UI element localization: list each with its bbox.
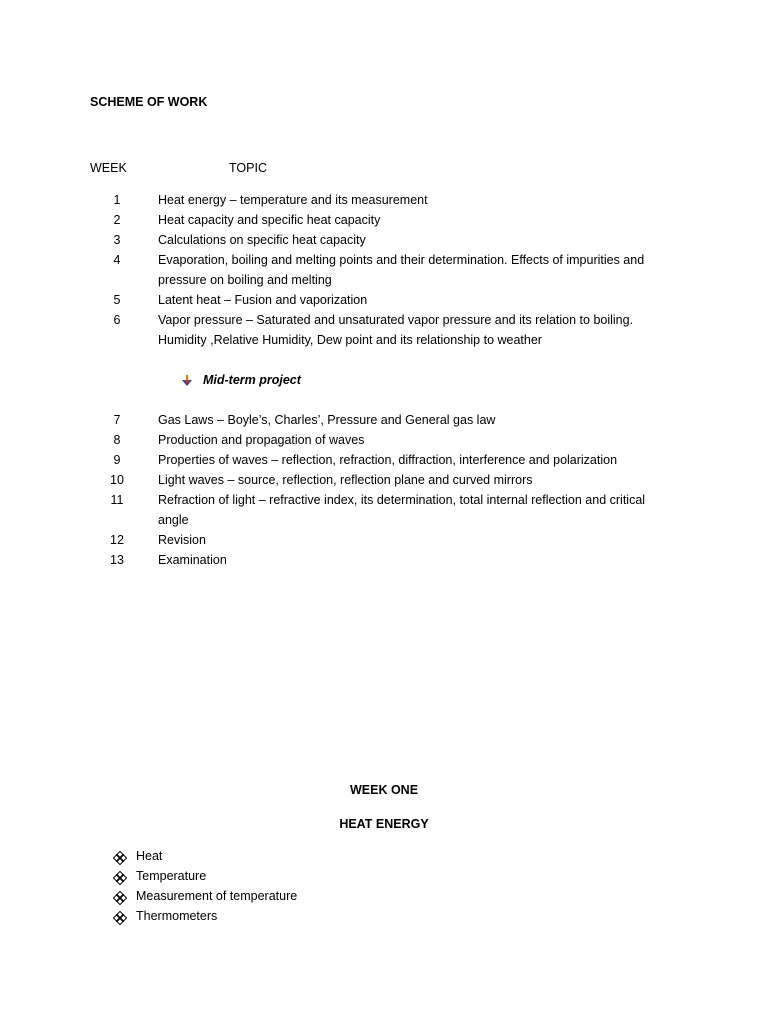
week-number: 11 — [110, 493, 124, 507]
topic-column-header: TOPIC — [229, 161, 267, 175]
week-number: 5 — [113, 293, 121, 307]
week-number: 6 — [113, 313, 121, 327]
section-heading: WEEK ONE — [349, 783, 419, 797]
diamond-bullet-icon — [114, 892, 126, 904]
week-topic: Heat capacity and specific heat capacity — [158, 213, 381, 227]
week-topic: Light waves – source, reflection, reflection plane and curved mirrors — [158, 473, 533, 487]
midterm-label: Mid-term project — [203, 373, 301, 387]
week-number: 12 — [110, 533, 124, 547]
week-topic: Gas Laws – Boyle’s, Charles’, Pressure and General gas law — [158, 413, 496, 427]
diamond-bullet-icon — [114, 912, 126, 924]
list-item-label: Temperature — [136, 869, 207, 883]
week-topic: Examination — [158, 553, 227, 567]
week-topic: Production and propagation of waves — [158, 433, 365, 447]
section-subheading: HEAT ENERGY — [339, 817, 429, 831]
week-topic: Latent heat – Fusion and vaporization — [158, 293, 368, 307]
week-number: 2 — [113, 213, 121, 227]
list-item-label: Thermometers — [136, 909, 218, 923]
document-title: SCHEME OF WORK — [90, 95, 208, 109]
week-number: 1 — [113, 193, 121, 207]
week-number: 9 — [113, 453, 121, 467]
week-number: 3 — [113, 233, 121, 247]
week-number: 4 — [113, 253, 121, 267]
week-number: 10 — [110, 473, 124, 487]
week-topic: Heat energy – temperature and its measurement — [158, 193, 428, 207]
list-item-label: Measurement of temperature — [136, 889, 298, 903]
week-topic: Evaporation, boiling and melting points and their determination. Effects of impurities and pressure on boiling and melting — [158, 253, 645, 287]
week-topic: Vapor pressure – Saturated and unsaturated vapor pressure and its relation to boiling. Humidity ,Relative Humidity, Dew point and its relationship to weather — [158, 313, 634, 347]
diamond-bullet-icon — [114, 872, 126, 884]
week-number: 8 — [113, 433, 121, 447]
week-topic: Revision — [158, 533, 206, 547]
week-topic: Refraction of light – refractive index, its determination, total internal reflection and critical angle — [158, 493, 646, 527]
week-topic: Properties of waves – reflection, refraction, diffraction, interference and polarization — [158, 453, 618, 467]
week-number: 7 — [113, 413, 121, 427]
week-column-header: WEEK — [90, 161, 127, 175]
diamond-bullet-icon — [114, 852, 126, 864]
list-item-label: Heat — [136, 849, 163, 863]
arrow-bullet-icon — [181, 375, 193, 387]
week-topic: Calculations on specific heat capacity — [158, 233, 366, 247]
week-number: 13 — [110, 553, 124, 567]
